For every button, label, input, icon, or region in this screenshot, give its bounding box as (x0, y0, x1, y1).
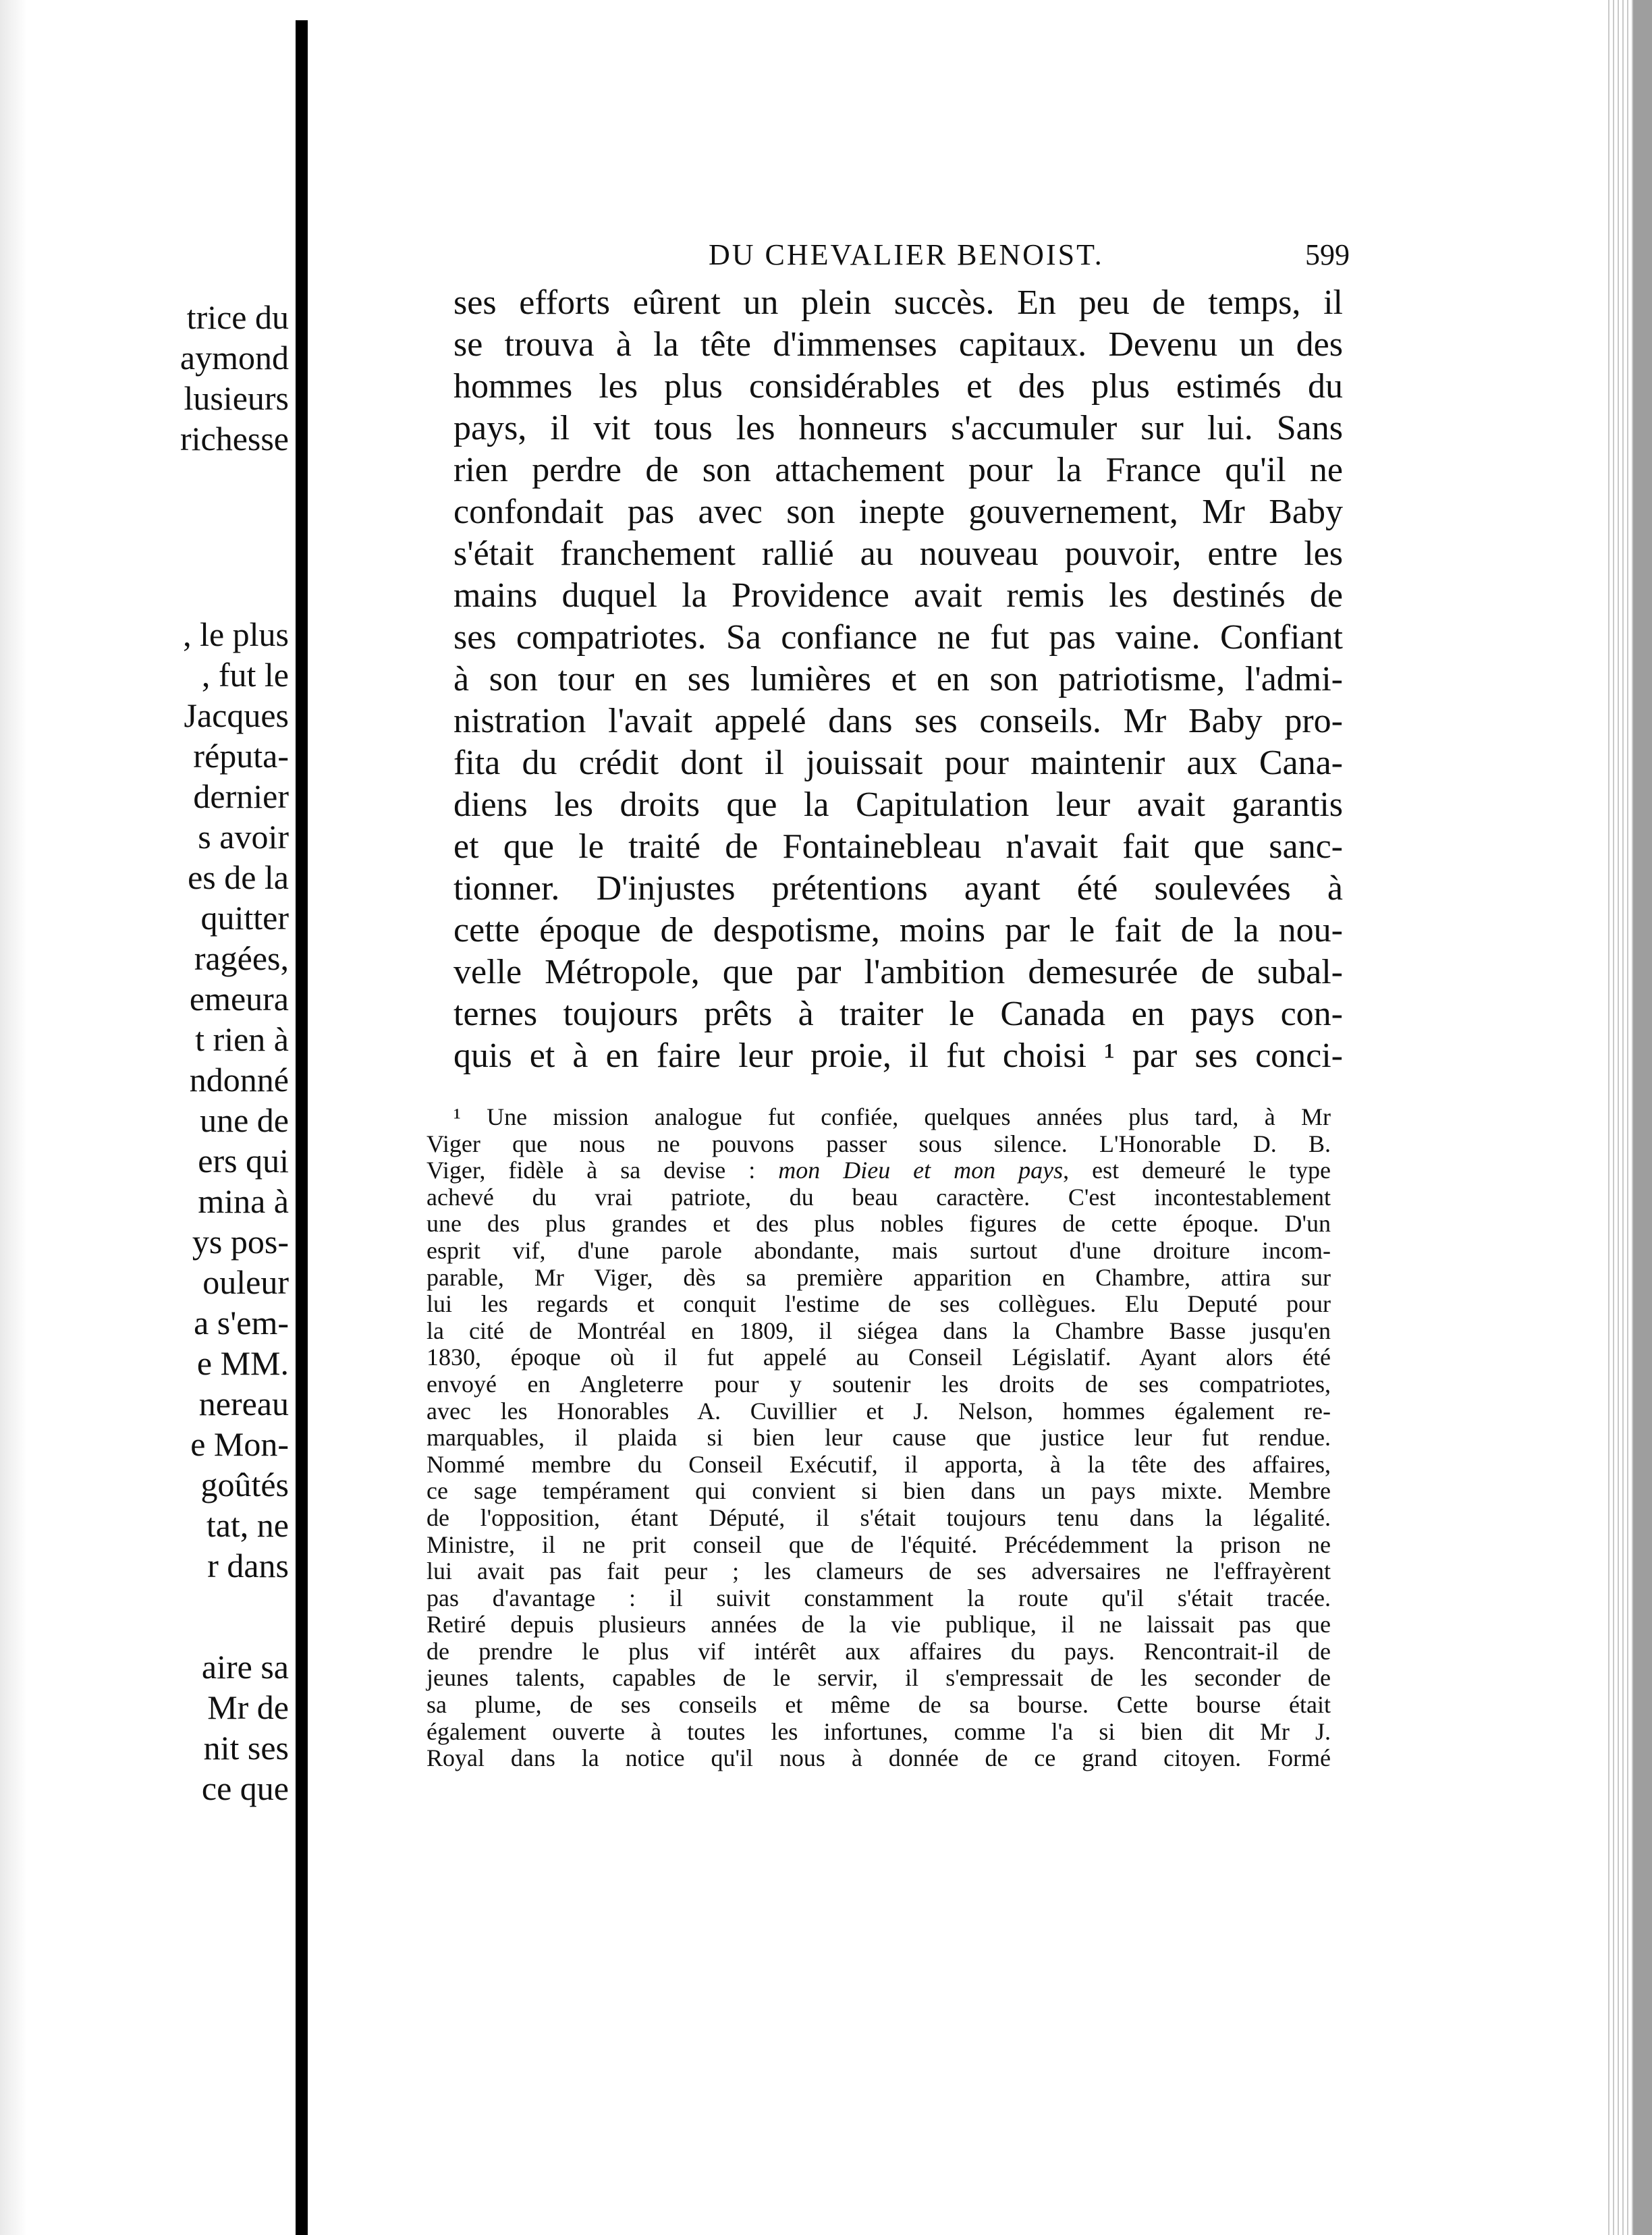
footnote-line: Viger que nous ne pouvons passer sous silence. L'Honorable D. B. (426, 1130, 1331, 1157)
left-page-line: , fut le (201, 656, 289, 694)
body-line: hommes les plus considérables et des plus estimés du (453, 367, 1343, 406)
footnote-line: achevé du vrai patriote, du beau caractère. C'est incontestablement (426, 1183, 1331, 1211)
footnote-line: Ministre, il ne prit conseil que de l'équité. Précédemment la prison ne (426, 1530, 1331, 1558)
left-page-line: t rien à (195, 1020, 289, 1058)
footnote (426, 1104, 1331, 1772)
left-page-line: e MM. (196, 1344, 289, 1382)
book-edge (1633, 0, 1652, 2235)
footnote-line: Royal dans la notice qu'il nous à donnée de ce grand citoyen. Formé (426, 1744, 1331, 1772)
body-text (453, 282, 1343, 1077)
body-line: ternes toujours prêts à traiter le Canada en pays con- (453, 995, 1343, 1033)
book-spine (296, 20, 308, 2235)
left-page-line: r dans (207, 1547, 289, 1584)
footnote-line: également ouverte à toutes les infortunes, comme l'a si bien dit Mr J. (426, 1717, 1331, 1745)
left-page-line: s avoir (198, 818, 289, 856)
body-line: velle Métropole, que par l'ambition demesurée de subal- (453, 953, 1343, 991)
footnote-line: avec les Honorables A. Cuvillier et J. Nelson, hommes également re- (426, 1397, 1331, 1425)
body-line: ses compatriotes. Sa confiance ne fut pas vaine. Confiant (453, 618, 1343, 657)
left-page-line: goûtés (200, 1466, 289, 1503)
left-facing-page (0, 0, 292, 2235)
left-page-line: es de la (188, 858, 289, 896)
page-number: 599 (1305, 238, 1350, 271)
left-page-line: nit ses (203, 1729, 289, 1767)
body-line: nistration l'avait appelé dans ses conseils. Mr Baby pro- (453, 702, 1343, 740)
left-page-line: aymond (180, 339, 289, 377)
running-head: DU CHEVALIER BENOIST. (709, 238, 1104, 271)
body-line: confondait pas avec son inepte gouvernement, Mr Baby (453, 493, 1343, 531)
footnote-line: parable, Mr Viger, dès sa première apparition en Chambre, attira sur (426, 1263, 1331, 1291)
body-line: quis et à en faire leur proie, il fut choisi ¹ par ses conci- (453, 1037, 1343, 1075)
left-page-line: ce que (201, 1769, 289, 1807)
footnote-line: envoyé en Angleterre pour y soutenir les droits de ses compatriotes, (426, 1370, 1331, 1398)
footnote-line: jeunes talents, capables de le servir, il s'empressait de les seconder de (426, 1664, 1331, 1692)
body-line: cette époque de despotisme, moins par le fait de la nou- (453, 911, 1343, 949)
footnote-line: Viger, fidèle à sa devise : mon Dieu et mon pays, est demeuré le type (426, 1157, 1331, 1184)
left-page-line: ragées, (194, 939, 289, 977)
footnote-line: marquables, il plaida si bien leur cause que justice leur fut rendue. (426, 1424, 1331, 1452)
left-page-line: quitter (200, 899, 289, 937)
left-page-line: mina à (198, 1182, 289, 1220)
left-page-line: ndonné (189, 1061, 289, 1099)
footnote-line: Nommé membre du Conseil Exécutif, il apporta, à la tête des affaires, (426, 1450, 1331, 1478)
body-line: se trouva à la tête d'immenses capitaux. Devenu un des (453, 325, 1343, 364)
footnote-line: une des plus grandes et des plus nobles figures de cette époque. D'un (426, 1210, 1331, 1238)
left-page-line: lusieurs (184, 379, 289, 417)
footnote-line: lui avait pas fait peur ; les clameurs de ses adversaires ne l'effrayèrent (426, 1557, 1331, 1585)
footnote-line: la cité de Montréal en 1809, il siégea dans la Chambre Basse jusqu'en (426, 1317, 1331, 1344)
left-page-line: ys pos- (192, 1223, 289, 1261)
footnote-line: lui les regards et conquit l'estime de ses collègues. Elu Deputé pour (426, 1290, 1331, 1318)
left-page-line: aire sa (201, 1648, 289, 1686)
body-line: pays, il vit tous les honneurs s'accumuler sur lui. Sans (453, 409, 1343, 447)
footnote-line: esprit vif, d'une parole abondante, mais surtout d'une droiture incom- (426, 1236, 1331, 1264)
body-line: fita du crédit dont il jouissait pour maintenir aux Cana- (453, 744, 1343, 782)
left-page-line: réputa- (193, 737, 289, 775)
body-line: s'était franchement rallié au nouveau pouvoir, entre les (453, 534, 1343, 573)
footnote-line: pas d'avantage : il suivit constamment la route qu'il s'était tracée. (426, 1584, 1331, 1611)
left-page-line: dernier (193, 777, 289, 815)
body-line: et que le traité de Fontainebleau n'avait fait que sanc- (453, 827, 1343, 866)
body-line: tionner. D'injustes prétentions ayant été soulevées à (453, 869, 1343, 908)
footnote-line: ¹ Une mission analogue fut confiée, quelques années plus tard, à Mr (453, 1103, 1331, 1130)
left-page-line: Mr de (207, 1688, 289, 1726)
body-line: diens les droits que la Capitulation leur avait garantis (453, 785, 1343, 824)
footnote-line: sa plume, de ses conseils et même de sa bourse. Cette bourse était (426, 1691, 1331, 1719)
left-page-line: ers qui (198, 1142, 289, 1180)
devise-italic: mon Dieu et mon pays (778, 1157, 1064, 1184)
left-page-line: emeura (189, 980, 289, 1018)
body-line: rien perdre de son attachement pour la France qu'il ne (453, 451, 1343, 489)
footnote-line: 1830, époque où il fut appelé au Conseil Législatif. Ayant alors été (426, 1344, 1331, 1371)
left-page-line: a s'em- (194, 1304, 289, 1342)
body-line: mains duquel la Providence avait remis les destinés de (453, 576, 1343, 615)
left-page-line: richesse (180, 420, 289, 458)
left-page-line: Jacques (184, 696, 289, 734)
body-line: ses efforts eûrent un plein succès. En peu de temps, il (453, 283, 1343, 322)
footnote-line: ce sage tempérament qui convient si bien dans un pays mixte. Membre (426, 1477, 1331, 1505)
footnote-line: de prendre le plus vif intérêt aux affaires du pays. Rencontrait-il de (426, 1637, 1331, 1665)
left-page-line: , le plus (183, 615, 289, 653)
left-page-line: e Mon- (190, 1425, 289, 1463)
left-page-line: ouleur (202, 1263, 289, 1301)
body-line: à son tour en ses lumières et en son patriotisme, l'admi- (453, 660, 1343, 698)
left-page-line: une de (200, 1101, 289, 1139)
left-page-line: tat, ne (206, 1506, 289, 1544)
left-page-line: nereau (198, 1385, 289, 1423)
footnote-line: de l'opposition, étant Député, il s'était toujours tenu dans la légalité. (426, 1503, 1331, 1531)
footnote-line: Retiré depuis plusieurs années de la vie publique, il ne laissait pas que (426, 1611, 1331, 1638)
left-page-line: trice du (186, 298, 289, 336)
